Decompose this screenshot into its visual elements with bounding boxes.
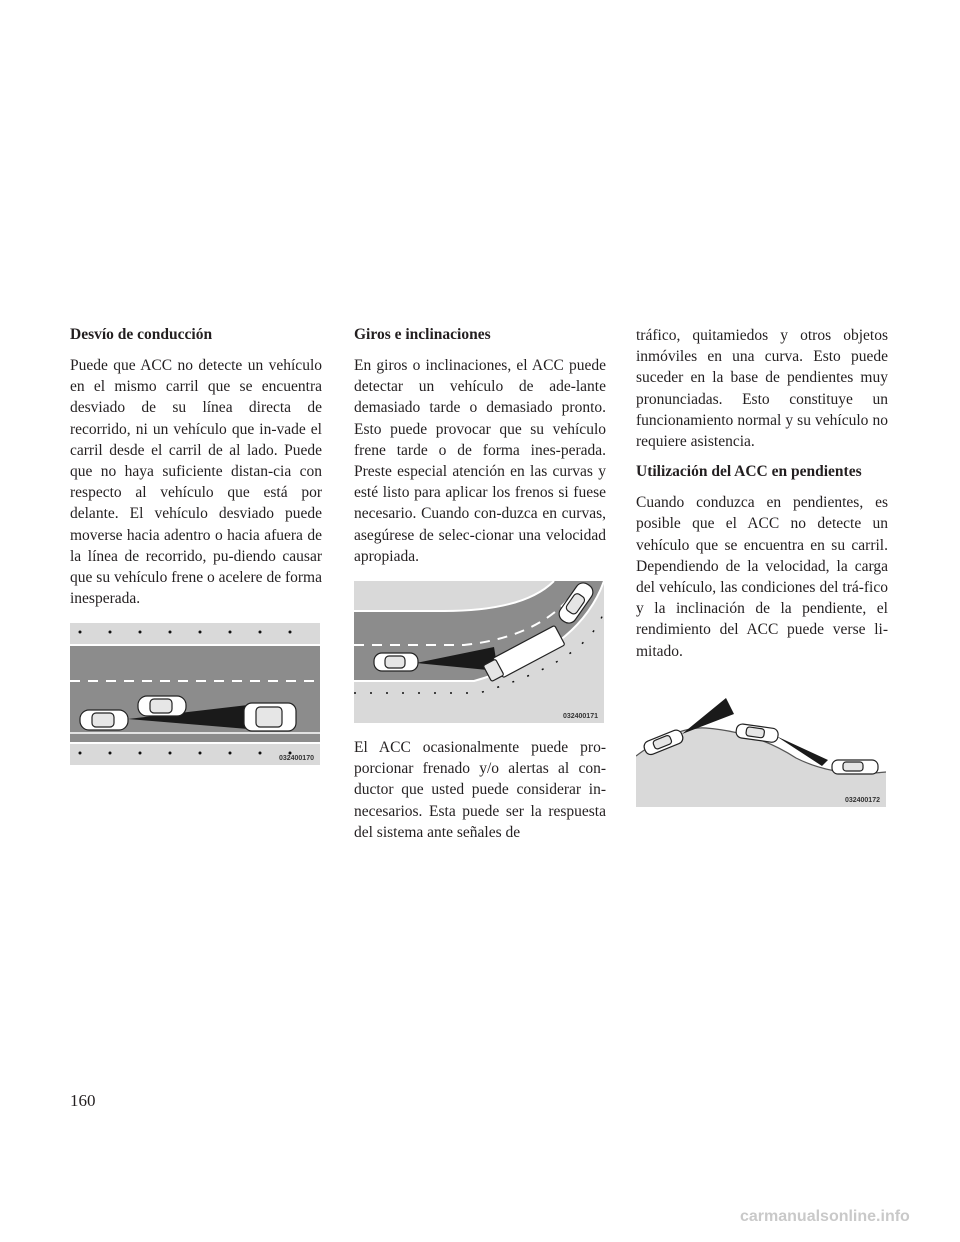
figure-code: 032400171	[562, 713, 598, 721]
paragraph-giros-3: tráfico, quitamiedos y otros objetos inmóviles en una curva. Esto puede suceder en la base de pendientes muy pronunciadas. Esto constituye un funcionamiento normal y su vehículo no requiere asistencia.	[636, 327, 888, 451]
paragraph-desvio: Puede que ACC no detecte un vehículo en el mismo carril que se encuentra desviado de su línea directa de recorrido, ni un vehículo que in-vade el carril desde el carril de al lado. Puede que no haya suficiente distan-cia con respecto al vehículo que está por delante. El vehículo desviado puede moverse hacia adentro o hacia afuera de la línea de recorrido, pu-diendo causar que su vehículo frene o acelere de forma inesperada.	[70, 357, 322, 608]
watermark: carmanualsonline.info	[740, 1208, 910, 1225]
page-number: 160	[70, 1091, 96, 1110]
column-left	[70, 325, 322, 765]
offset-car	[244, 703, 296, 731]
curve-illustration	[354, 581, 604, 723]
heading-desvio: Desvío de conducción	[70, 326, 213, 343]
paragraph-giros-2: El ACC ocasionalmente puede pro-porcionar frenado y/o alertas al con-ductor que usted puede considerar in-necesarios. Esta puede ser la respuesta del sistema ante señales de	[354, 739, 606, 841]
lane-offset-illustration	[70, 623, 320, 765]
paragraph-giros-1: En giros o inclinaciones, el ACC puede detectar un vehículo de ade-lante demasiado tarde o demasiado pronto. Esto puede provocar que su vehículo frene tarde o de forma ines-perada. Preste especial atención en las curvas y esté listo para aplicar los frenos si fuese necesario. Cuando con-duzca en curvas, asegúrese de selec-cionar una velocidad apropiada.	[354, 357, 606, 565]
figure-lane-offset	[70, 623, 320, 765]
figure-code: 032400170	[278, 755, 314, 763]
slope-illustration	[636, 696, 886, 807]
column-middle	[354, 325, 606, 853]
figure-curve	[354, 581, 604, 723]
own-car	[80, 710, 128, 730]
figure-slope	[636, 696, 886, 807]
figure-code: 032400172	[844, 796, 880, 804]
paragraph-pendientes: Cuando conduzca en pendientes, es posible que el ACC no detecte un vehículo que se encuentra en su carril. Dependiendo de la velocidad, la carga del vehículo, las condiciones del trá-fico y la inclinación de la pendiente, el rendimiento del ACC puede verse li-mitado.	[636, 494, 888, 660]
valley-car	[832, 760, 878, 774]
own-car	[374, 653, 418, 671]
column-right	[636, 325, 888, 807]
heading-pendientes: Utilización del ACC en pendientes	[636, 463, 862, 481]
heading-giros: Giros e inclinaciones	[354, 326, 491, 343]
lead-car	[138, 696, 186, 716]
